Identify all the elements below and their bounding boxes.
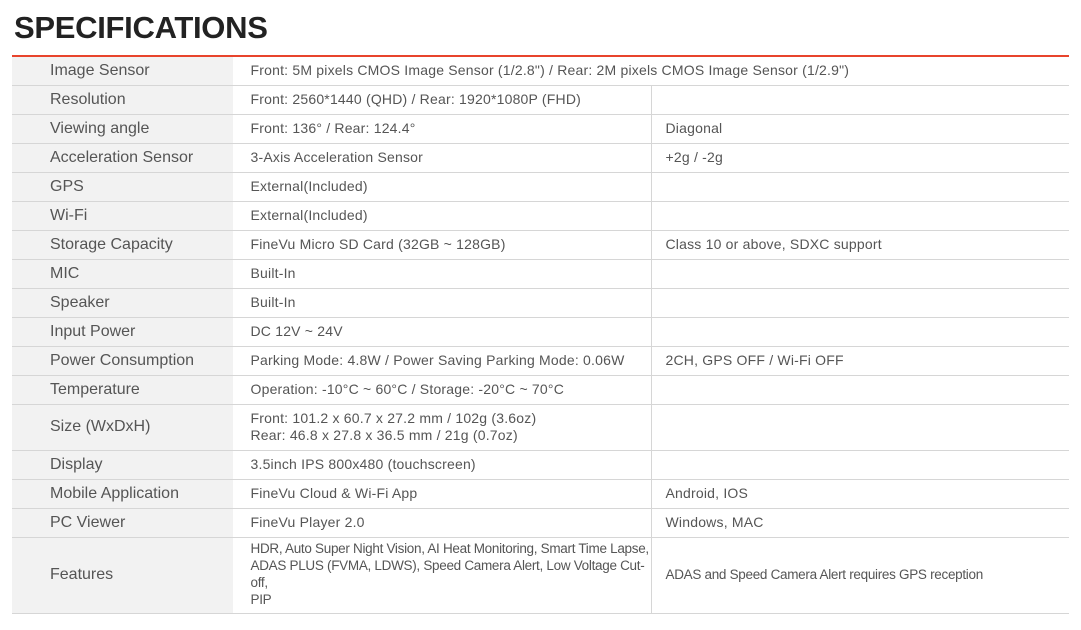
spec-row-resolution (12, 85, 1069, 114)
spec-value: Front: 136° / Rear: 124.4° (233, 114, 651, 143)
spec-note: 2CH, GPS OFF / Wi-Fi OFF (651, 346, 1069, 375)
spec-label: Speaker (12, 288, 233, 317)
spec-value: Parking Mode: 4.8W / Power Saving Parking Mode: 0.06W (233, 346, 651, 375)
spec-label: Input Power (12, 317, 233, 346)
spec-label: Features (12, 537, 233, 613)
spec-row-wifi (12, 201, 1069, 230)
spec-row-power-consumption (12, 346, 1069, 375)
spec-label: Acceleration Sensor (12, 143, 233, 172)
spec-row-image-sensor (12, 57, 1069, 85)
spec-label: Wi-Fi (12, 201, 233, 230)
spec-value: FineVu Player 2.0 (233, 508, 651, 537)
spec-label: Image Sensor (12, 57, 233, 85)
spec-note: Class 10 or above, SDXC support (651, 230, 1069, 259)
spec-row-gps (12, 172, 1069, 201)
spec-label: GPS (12, 172, 233, 201)
spec-value: DC 12V ~ 24V (233, 317, 651, 346)
spec-row-temperature (12, 375, 1069, 404)
spec-value (233, 537, 651, 613)
spec-value: 3-Axis Acceleration Sensor (233, 143, 651, 172)
spec-row-input-power (12, 317, 1069, 346)
spec-label: PC Viewer (12, 508, 233, 537)
spec-label: Temperature (12, 375, 233, 404)
spec-value-line: Rear: 46.8 x 27.8 x 36.5 mm / 21g (0.7oz) (250, 427, 518, 443)
spec-value-line: HDR, Auto Super Night Vision, AI Heat Monitoring, Smart Time Lapse, (250, 541, 649, 557)
spec-note (651, 375, 1069, 404)
spec-note: Windows, MAC (651, 508, 1069, 537)
spec-row-mic (12, 259, 1069, 288)
spec-note (651, 317, 1069, 346)
spec-value: 3.5inch IPS 800x480 (touchscreen) (233, 450, 651, 479)
spec-note (651, 288, 1069, 317)
spec-row-acceleration-sensor (12, 143, 1069, 172)
spec-note (651, 172, 1069, 201)
spec-label: Mobile Application (12, 479, 233, 508)
spec-note (651, 201, 1069, 230)
spec-label: Power Consumption (12, 346, 233, 375)
spec-value: Front: 2560*1440 (QHD) / Rear: 1920*1080P (FHD) (233, 85, 651, 114)
spec-value: FineVu Micro SD Card (32GB ~ 128GB) (233, 230, 651, 259)
spec-row-size (12, 404, 1069, 450)
spec-note (651, 85, 1069, 114)
spec-value (233, 404, 651, 450)
spec-note: Diagonal (651, 114, 1069, 143)
spec-label: Size (WxDxH) (12, 404, 233, 450)
spec-row-viewing-angle (12, 114, 1069, 143)
spec-value: Front: 5M pixels CMOS Image Sensor (1/2.8") / Rear: 2M pixels CMOS Image Sensor (1/2.9") (233, 57, 1069, 85)
spec-label: Display (12, 450, 233, 479)
spec-note: +2g / -2g (651, 143, 1069, 172)
spec-value: External(Included) (233, 172, 651, 201)
spec-row-pc-viewer (12, 508, 1069, 537)
specifications-table (12, 57, 1069, 614)
spec-row-display (12, 450, 1069, 479)
spec-note: ADAS and Speed Camera Alert requires GPS reception (651, 537, 1069, 613)
spec-note (651, 450, 1069, 479)
spec-value: FineVu Cloud & Wi-Fi App (233, 479, 651, 508)
spec-value: External(Included) (233, 201, 651, 230)
spec-value: Operation: -10°C ~ 60°C / Storage: -20°C ~ 70°C (233, 375, 651, 404)
spec-row-features (12, 537, 1069, 613)
page-title: SPECIFICATIONS (14, 10, 268, 45)
spec-note (651, 404, 1069, 450)
spec-value: Built-In (233, 259, 651, 288)
spec-label: Storage Capacity (12, 230, 233, 259)
spec-row-storage-capacity (12, 230, 1069, 259)
spec-label: Viewing angle (12, 114, 233, 143)
spec-value-line: ADAS PLUS (FVMA, LDWS), Speed Camera Alert, Low Voltage Cut-off, (250, 558, 645, 590)
spec-label: Resolution (12, 85, 233, 114)
spec-value-line: PIP (250, 591, 272, 607)
spec-note: Android, IOS (651, 479, 1069, 508)
spec-label: MIC (12, 259, 233, 288)
spec-value: Built-In (233, 288, 651, 317)
spec-value-line: Front: 101.2 x 60.7 x 27.2 mm / 102g (3.6oz) (250, 410, 537, 427)
spec-row-speaker (12, 288, 1069, 317)
spec-note (651, 259, 1069, 288)
spec-row-mobile-application (12, 479, 1069, 508)
